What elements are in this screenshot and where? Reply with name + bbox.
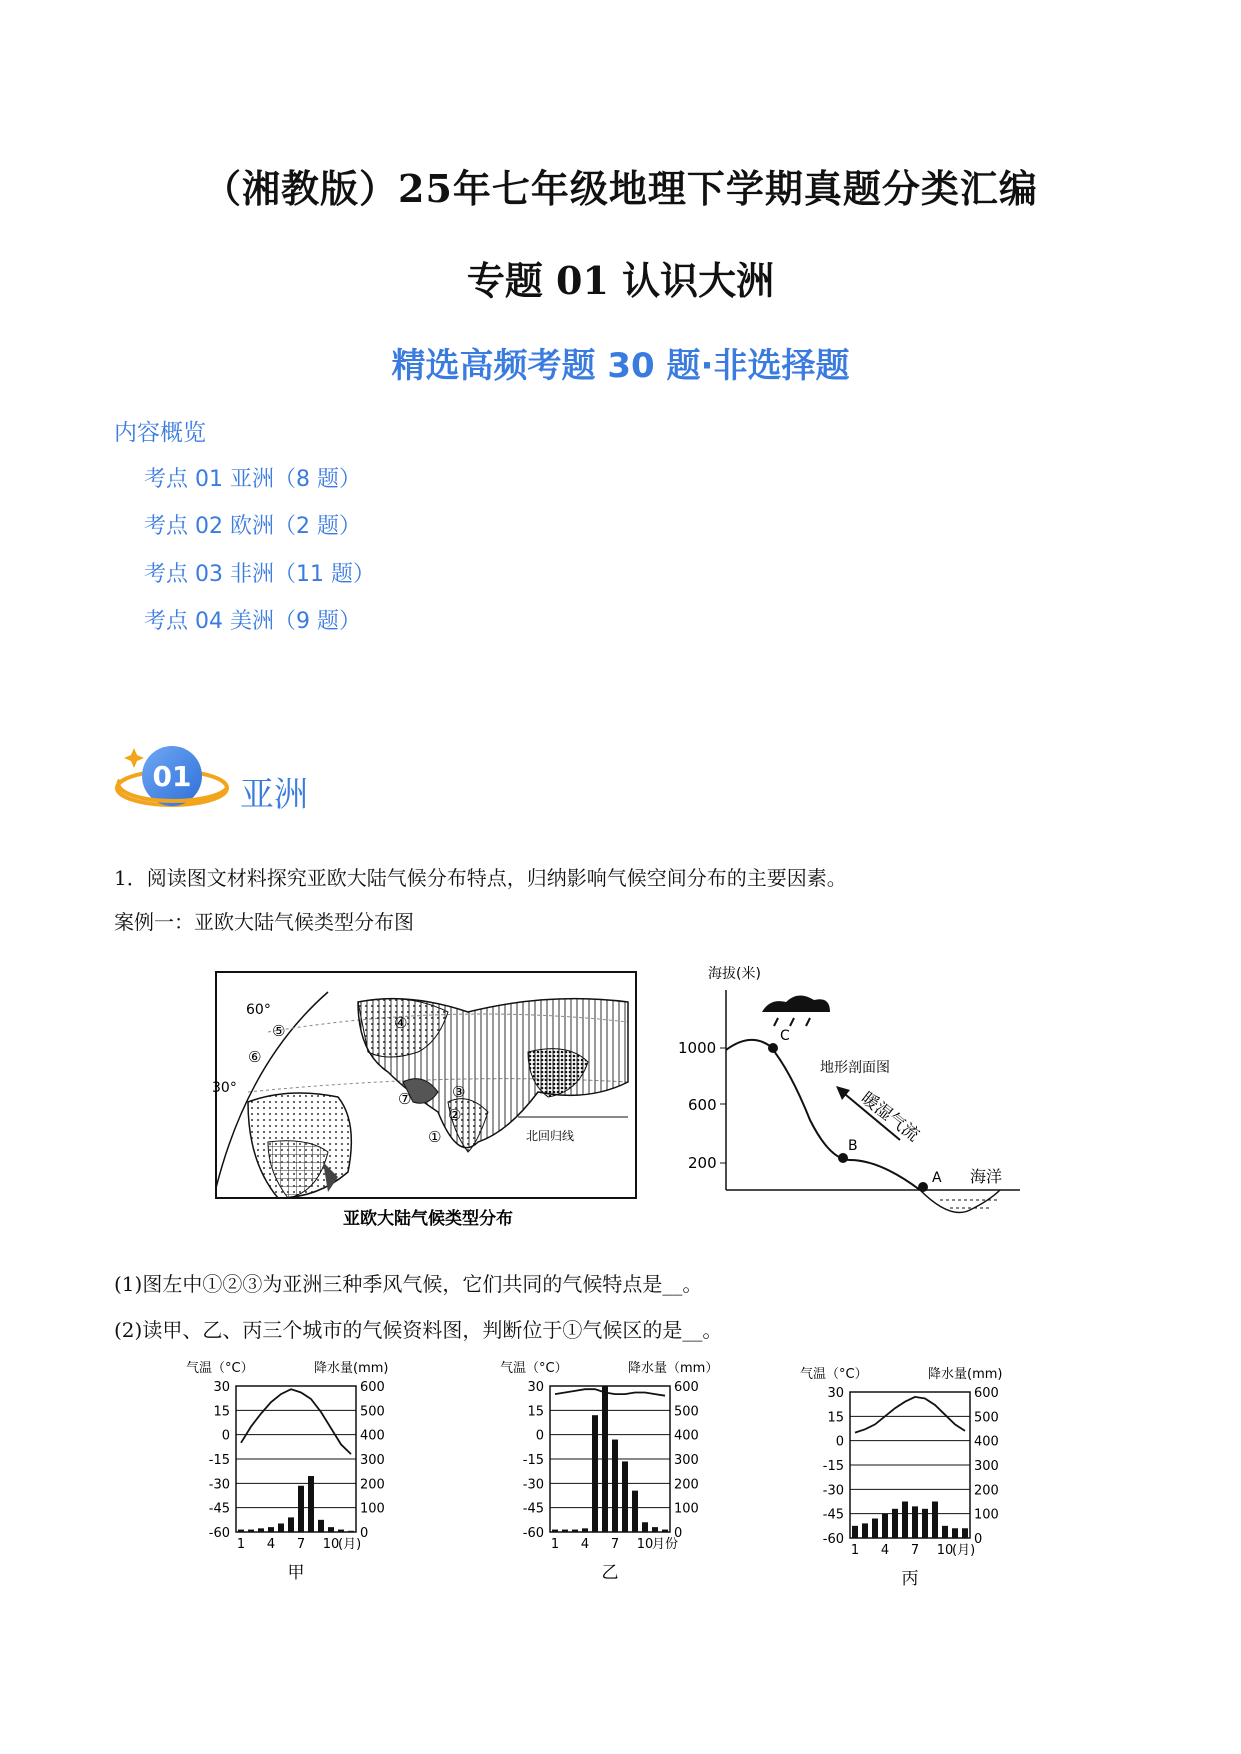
profile-point-a: A [932, 1170, 942, 1186]
climate-chart-bing [800, 1364, 1060, 1604]
precip-tick-label: 500 [974, 1410, 999, 1426]
temp-tick-label: 30 [827, 1386, 844, 1401]
precip-tick-label: 200 [674, 1477, 699, 1493]
map-lat60: 60° [246, 1002, 271, 1018]
precip-tick-label: 100 [360, 1501, 385, 1517]
month-tick-label: 10 [322, 1537, 340, 1552]
month-tick-label: 10 [936, 1543, 954, 1558]
topic-title: 专题 01 认识大洲 [466, 258, 775, 303]
temp-tick-label: -30 [822, 1483, 844, 1499]
temp-axis-label: 气温（°C） [186, 1361, 254, 1376]
temp-tick-label: -15 [522, 1453, 544, 1468]
map-marker-3: ③ [452, 1083, 466, 1101]
toc-heading: 内容概览 [114, 420, 206, 446]
precip-bar [642, 1522, 648, 1532]
precip-tick-label: 300 [674, 1453, 699, 1468]
precip-bar [942, 1526, 948, 1538]
precip-bar [952, 1528, 958, 1538]
precip-bar [872, 1519, 878, 1538]
temp-tick-label: -30 [208, 1477, 230, 1493]
precip-bar [258, 1528, 264, 1532]
profile-tick-600: 600 [688, 1096, 717, 1114]
map-tropic-label: 北回归线 [526, 1129, 575, 1143]
precip-bar [862, 1523, 868, 1538]
temp-tick-label: -45 [208, 1501, 230, 1517]
precip-bar [288, 1517, 294, 1532]
precip-tick-label: 100 [974, 1507, 999, 1523]
precip-axis-label: 降水量(mm) [928, 1367, 1003, 1382]
month-tick-label: 1 [236, 1537, 246, 1552]
temp-tick-label: -60 [522, 1526, 544, 1541]
profile-tick-200: 200 [688, 1154, 717, 1172]
precip-bar [632, 1491, 638, 1532]
precip-bar [348, 1531, 354, 1532]
temp-tick-label: -15 [822, 1459, 844, 1474]
precip-bar [562, 1530, 568, 1532]
temperature-line [855, 1397, 965, 1433]
precip-bar [278, 1523, 284, 1532]
precip-bar [318, 1520, 324, 1532]
month-tick-label: 4 [580, 1537, 590, 1552]
temp-tick-label: 15 [213, 1404, 230, 1420]
temp-tick-label: -30 [522, 1477, 544, 1493]
section-badge-icon [112, 740, 237, 820]
precip-tick-label: 600 [360, 1380, 385, 1395]
temp-tick-label: 15 [527, 1404, 544, 1420]
precip-bar [852, 1526, 858, 1538]
section-label: 亚洲 [240, 775, 308, 815]
map-lat30: 30° [212, 1080, 237, 1096]
precip-bar [662, 1530, 668, 1532]
precip-tick-label: 500 [360, 1404, 385, 1420]
temp-tick-label: -45 [522, 1501, 544, 1517]
profile-flow-label: 暖湿气流 [856, 1088, 923, 1146]
precip-tick-label: 0 [674, 1526, 683, 1541]
cloud-icon [762, 995, 830, 1012]
precip-bar [902, 1502, 908, 1539]
toc-item-america[interactable]: 考点 04 美洲（9 题） [144, 609, 361, 634]
x-axis-label: (月) [338, 1537, 362, 1552]
sub-question-2: (2)读甲、乙、丙三个城市的气候资料图，判断位于①气候区的是__。 [114, 1318, 723, 1342]
arrow-icon [836, 1086, 850, 1100]
map-marker-1: ① [428, 1128, 442, 1146]
month-tick-label: 7 [910, 1543, 920, 1558]
temp-tick-label: 0 [535, 1428, 544, 1444]
precip-tick-label: 300 [360, 1453, 385, 1468]
temp-tick-label: 0 [835, 1434, 844, 1450]
precip-tick-label: 600 [974, 1386, 999, 1401]
month-tick-label: 4 [880, 1543, 890, 1558]
precip-bar [268, 1527, 274, 1532]
terrain-profile [670, 960, 1040, 1230]
temperature-line [241, 1389, 351, 1454]
temp-tick-label: -60 [822, 1532, 844, 1547]
map-marker-7: ⑦ [398, 1090, 412, 1108]
precip-bar [932, 1502, 938, 1539]
climate-map [208, 962, 648, 1232]
month-tick-label: 10 [636, 1537, 654, 1552]
map-marker-5: ⑤ [272, 1022, 286, 1040]
temp-tick-label: -15 [208, 1453, 230, 1468]
precip-tick-label: 500 [674, 1404, 699, 1420]
toc-item-africa[interactable]: 考点 03 非洲（11 题） [144, 562, 375, 587]
month-tick-label: 4 [266, 1537, 276, 1552]
precip-bar [338, 1530, 344, 1532]
profile-ylabel: 海拔(米) [708, 966, 761, 982]
chart-caption: 乙 [601, 1563, 619, 1583]
precip-tick-label: 300 [974, 1459, 999, 1474]
precip-tick-label: 0 [974, 1532, 983, 1547]
temp-tick-label: 30 [527, 1380, 544, 1395]
climate-chart-jia [186, 1358, 446, 1598]
chart-caption: 甲 [287, 1563, 305, 1583]
profile-point-c: C [780, 1028, 790, 1044]
precip-bar [922, 1509, 928, 1538]
document-title: （湘教版）25年七年级地理下学期真题分类汇编 [203, 166, 1038, 211]
profile-title: 地形剖面图 [820, 1060, 890, 1076]
sub-question-1: (1)图左中①②③为亚洲三种季风气候，它们共同的气候特点是__。 [114, 1272, 703, 1296]
precip-tick-label: 100 [674, 1501, 699, 1517]
temp-axis-label: 气温（°C） [800, 1367, 868, 1382]
precip-bar [328, 1527, 334, 1532]
question-intro: 1．阅读图文材料探究亚欧大陆气候分布特点，归纳影响气候空间分布的主要因素。 [114, 866, 847, 890]
temp-tick-label: 0 [221, 1428, 230, 1444]
precip-bar [892, 1509, 898, 1538]
toc-item-europe[interactable]: 考点 02 欧洲（2 题） [144, 514, 361, 539]
month-tick-label: 7 [296, 1537, 306, 1552]
profile-ocean-label: 海洋 [970, 1167, 1003, 1186]
precip-tick-label: 400 [974, 1434, 999, 1450]
precip-tick-label: 200 [360, 1477, 385, 1493]
month-tick-label: 1 [850, 1543, 860, 1558]
precip-bar [912, 1506, 918, 1538]
precip-bar [238, 1530, 244, 1532]
section-badge-number: 01 [152, 760, 192, 793]
x-axis-label: 月份 [652, 1537, 679, 1552]
precip-bar [572, 1530, 578, 1532]
toc-item-asia[interactable]: 考点 01 亚洲（8 题） [144, 467, 361, 492]
climate-chart-yi [500, 1358, 760, 1598]
x-axis-label: (月) [952, 1543, 976, 1558]
temp-tick-label: 15 [827, 1410, 844, 1426]
precip-bar [552, 1530, 558, 1532]
temp-axis-label: 气温（°C） [500, 1361, 568, 1376]
profile-point-b: B [848, 1138, 858, 1154]
map-caption: 亚欧大陆气候类型分布 [343, 1209, 513, 1229]
precip-tick-label: 400 [360, 1428, 385, 1444]
precip-bar [962, 1528, 968, 1538]
month-tick-label: 7 [610, 1537, 620, 1552]
map-marker-2: ② [448, 1106, 462, 1124]
precip-tick-label: 0 [360, 1526, 369, 1541]
temp-tick-label: -45 [822, 1507, 844, 1523]
precip-bar [582, 1528, 588, 1532]
temp-tick-label: -60 [208, 1526, 230, 1541]
precip-bar [882, 1514, 888, 1538]
map-marker-4: ④ [394, 1014, 408, 1032]
precip-tick-label: 600 [674, 1380, 699, 1395]
profile-tick-1000: 1000 [678, 1039, 717, 1057]
precip-bar [622, 1461, 628, 1532]
subtitle: 精选高频考题 30 题·非选择题 [391, 346, 850, 386]
month-tick-label: 1 [550, 1537, 560, 1552]
chart-caption: 丙 [901, 1569, 919, 1589]
precip-bar [612, 1440, 618, 1532]
precip-axis-label: 降水量（mm） [628, 1361, 719, 1376]
precip-tick-label: 400 [674, 1428, 699, 1444]
precip-bar [602, 1386, 608, 1532]
precip-bar [298, 1486, 304, 1532]
temperature-line [555, 1389, 665, 1396]
temp-tick-label: 30 [213, 1380, 230, 1395]
precip-tick-label: 200 [974, 1483, 999, 1499]
precip-bar [652, 1527, 658, 1532]
precip-bar [592, 1415, 598, 1532]
precip-bar [248, 1530, 254, 1532]
map-marker-6: ⑥ [248, 1048, 262, 1066]
case-caption: 案例一：亚欧大陆气候类型分布图 [114, 910, 414, 934]
precip-axis-label: 降水量(mm) [314, 1361, 389, 1376]
precip-bar [308, 1476, 314, 1532]
